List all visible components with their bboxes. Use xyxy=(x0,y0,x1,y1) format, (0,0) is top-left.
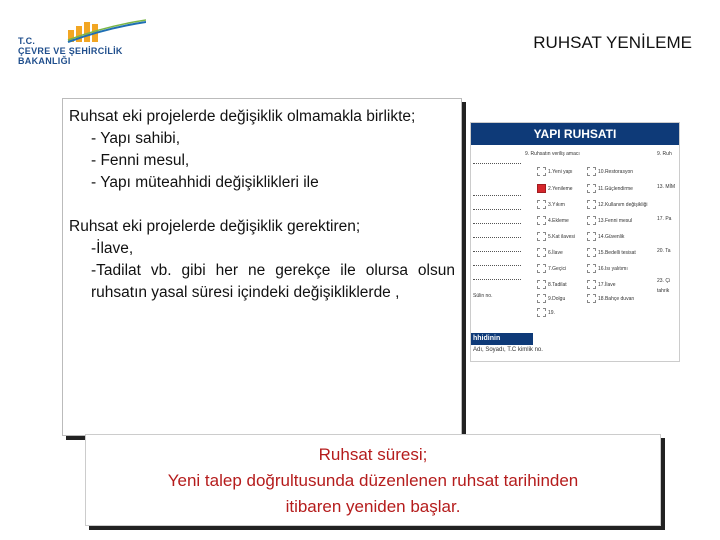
dotted-line xyxy=(473,237,521,238)
checkbox-icon xyxy=(587,216,596,225)
checkbox-icon xyxy=(587,280,596,289)
checkbox-icon xyxy=(587,232,596,241)
logo-text xyxy=(18,36,123,66)
form-label: 9. Ruhsatın veriliş amacı xyxy=(525,151,580,157)
form-header: YAPI RUHSATI xyxy=(471,123,679,145)
form-label: 23. Çi xyxy=(657,278,671,284)
ministry-logo xyxy=(14,14,164,70)
form-option: 14.Güvenlik xyxy=(587,232,624,241)
form-footer xyxy=(471,331,679,359)
spacer xyxy=(69,194,455,216)
paragraph-2-tail: -Tadilat vb. gibi her ne gerekçe ile olursa olsun ruhsatın yasal süresi içindeki değişikliklerde , xyxy=(91,262,455,301)
form-footer-bar: hhidinin xyxy=(471,333,533,345)
main-text-box xyxy=(62,98,462,436)
form-option: 3.Yıkım xyxy=(537,200,565,209)
form-label: 9. Ruh xyxy=(657,151,672,157)
checkbox-icon xyxy=(587,264,596,273)
form-option: 11.Güçlendirme xyxy=(587,184,633,193)
form-option: 1.Yeni yapı xyxy=(537,167,573,176)
permit-duration-note xyxy=(85,434,661,526)
form-label: 13. MİM xyxy=(657,184,676,190)
form-label: 17. Pa xyxy=(657,216,672,222)
note-line: itibaren yeniden başlar. xyxy=(285,497,461,516)
checkbox-icon xyxy=(587,294,596,303)
checkbox-icon xyxy=(587,248,596,257)
checkbox-icon xyxy=(537,167,546,176)
dotted-line xyxy=(473,223,521,224)
slide-title: RUHSAT YENİLEME xyxy=(533,33,692,52)
logo-line: T.C. xyxy=(18,36,36,46)
checkbox-icon xyxy=(537,308,546,317)
form-option: 9.Dolgu xyxy=(537,294,565,303)
checkbox-icon xyxy=(587,167,596,176)
form-option: 18.Bahçe duvarı xyxy=(587,294,634,303)
checkbox-icon xyxy=(537,232,546,241)
form-option: 5.Kat ilavesi xyxy=(537,232,575,241)
form-option: 4.Ekleme xyxy=(537,216,569,225)
dotted-line xyxy=(473,265,521,266)
form-option: 8.Tadilat xyxy=(537,280,567,289)
checkbox-icon xyxy=(537,280,546,289)
form-option: 6.İlave xyxy=(537,248,563,257)
building-permit-form-image xyxy=(470,122,680,362)
checkbox-icon xyxy=(537,200,546,209)
list-item: - Fenni mesul, xyxy=(91,152,190,169)
paragraph-1-intro: Ruhsat eki projelerde değişiklik olmamakla birlikte; xyxy=(69,108,416,125)
form-option: 19. xyxy=(537,308,555,317)
checkbox-icon xyxy=(587,184,596,193)
paragraph-2-intro: Ruhsat eki projelerde değişiklik gerektiren; xyxy=(69,218,361,235)
form-footer-text: Adı, Soyadı, T.C kimlik no. xyxy=(473,347,543,353)
list-item: - Yapı sahibi, xyxy=(91,130,181,147)
checkbox-icon xyxy=(537,248,546,257)
checkbox-icon xyxy=(587,200,596,209)
form-option: 17.İlave xyxy=(587,280,616,289)
form-option: 7.Geçici xyxy=(537,264,566,273)
form-option: 15.Bedelli tesisat xyxy=(587,248,636,257)
checkbox-icon xyxy=(537,264,546,273)
note-line: Ruhsat süresi; xyxy=(318,445,428,464)
form-option: 16.Isı yalıtımı xyxy=(587,264,628,273)
note-line: Yeni talep doğrultusunda düzenlenen ruhsat tarihinden xyxy=(167,471,579,490)
checkbox-icon xyxy=(537,294,546,303)
list-item: -İlave, xyxy=(91,240,134,257)
dotted-line xyxy=(473,251,521,252)
dotted-line xyxy=(473,195,521,196)
form-option: 13.Fenni mesul xyxy=(587,216,632,225)
checkbox-icon xyxy=(537,216,546,225)
logo-line: ÇEVRE VE ŞEHİRCİLİK xyxy=(18,46,123,56)
form-option: 12.Kullanım değişikliği xyxy=(587,200,647,209)
logo-line: BAKANLIĞI xyxy=(18,56,71,66)
form-label: tahrik xyxy=(657,288,670,294)
list-item: - Yapı müteahhidi değişiklikleri ile xyxy=(91,174,319,191)
dotted-line xyxy=(473,209,521,210)
dotted-line xyxy=(473,163,521,164)
form-label: 20. Ta xyxy=(657,248,671,254)
form-option: 2.Yenileme xyxy=(537,184,573,193)
dotted-line xyxy=(473,279,521,280)
checked-box-icon xyxy=(537,184,546,193)
form-option: 10.Restorasyon xyxy=(587,167,633,176)
form-label: Sülin no. xyxy=(473,293,493,299)
